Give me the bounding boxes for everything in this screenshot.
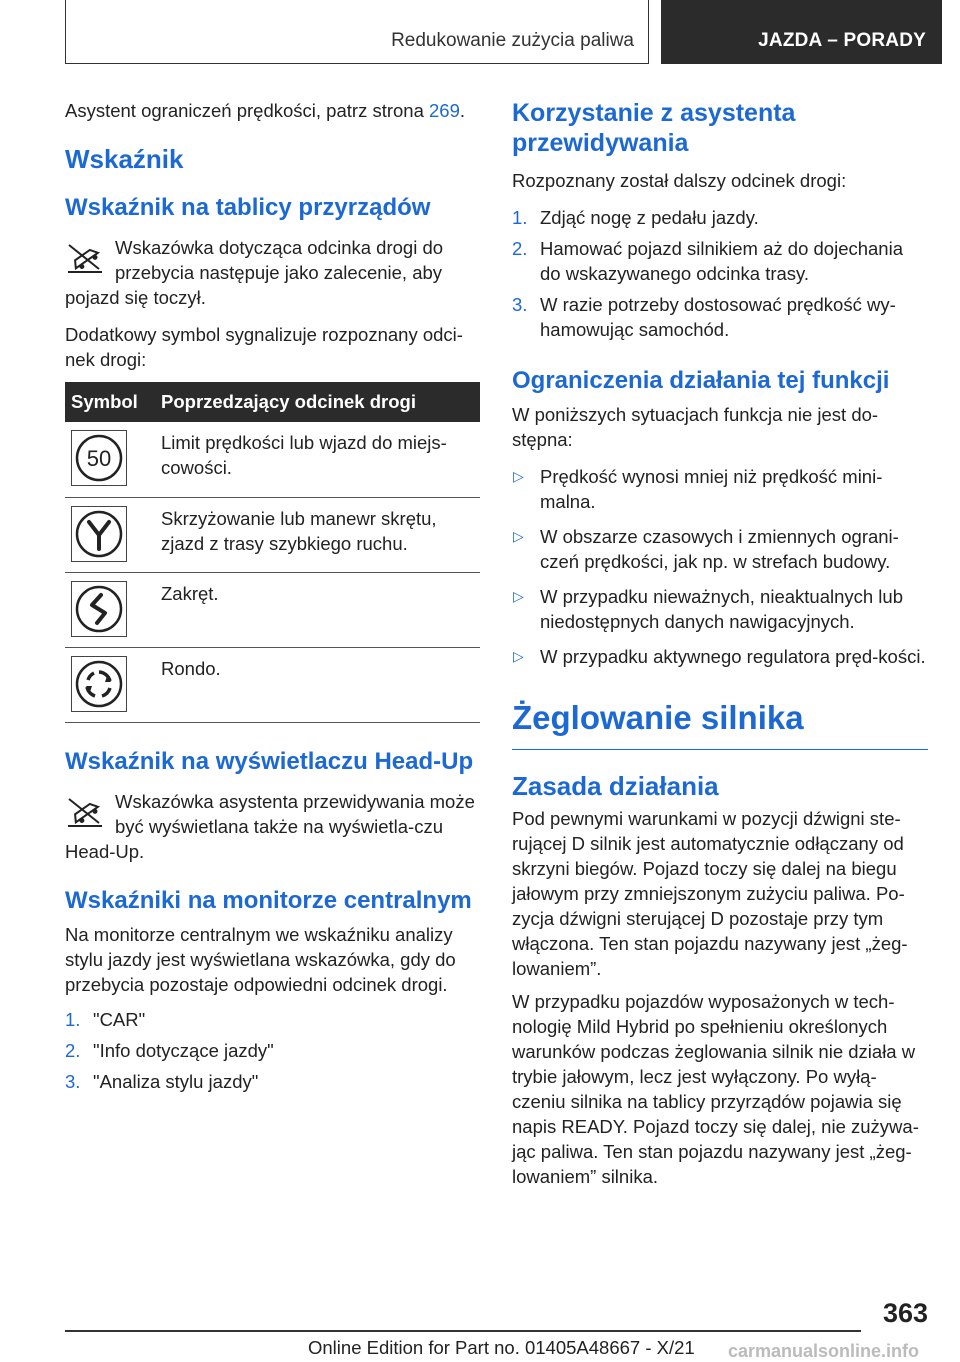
list-item: 1. Zdjąć nogę z pedału jazdy. (512, 207, 759, 228)
speed-limit-50-icon (71, 430, 127, 486)
heading-coasting: Żeglowanie silnika (512, 697, 928, 750)
triangle-bullet-icon: ▷ (513, 648, 524, 664)
table-row: Zakręt. (65, 572, 480, 647)
table-header-section: Poprzedzający odcinek drogi (155, 382, 480, 422)
heading-using-assistant: Korzystanie z asystenta przewidywania (512, 99, 796, 157)
header-chapter-title: JAZDA – PORADY (758, 30, 926, 51)
intro-paragraph: Asystent ograniczeń prędkości, patrz strona 269. (65, 100, 466, 121)
heading-head-up-display: Wskaźnik na wyświetlaczu Head-Up (65, 747, 474, 775)
triangle-bullet-icon: ▷ (513, 528, 524, 544)
using-assistant-steps (512, 205, 928, 342)
list-item: 2. Hamować pojazd silnikiem aż do dojechania do wskazywanego odcinka trasy. (512, 238, 903, 284)
heading-function-limits: Ograniczenia działania tej funkcji (512, 367, 890, 394)
triangle-bullet-icon: ▷ (513, 588, 524, 604)
function-limits-list (512, 464, 928, 669)
note-head-up-display: Wskazówka asystenta przewidywania może być wyświetlana także na wyświetla-czu Head-Up. (65, 790, 475, 862)
page-number: 363 (882, 1298, 928, 1328)
symbol-table (65, 382, 480, 723)
central-monitor-steps (65, 1007, 480, 1094)
table-header-symbol: Symbol (65, 382, 155, 422)
header-section-title: Redukowanie zużycia paliwa (391, 30, 634, 51)
heading-central-monitor: Wskaźniki na monitorze centralnym (65, 886, 472, 914)
list-item: ▷ W przypadku aktywnego regulatora pręd-kości. (513, 646, 926, 667)
roundabout-icon (71, 656, 127, 712)
list-item: 2. "Info dotyczące jazdy" (65, 1039, 274, 1061)
function-limits-paragraph: W poniższych sytuacjach funkcja nie jest do-stępna: (512, 404, 879, 450)
right-column (512, 98, 928, 1189)
footer-edition: Online Edition for Part no. 01405A48667 - X/21 (308, 1337, 695, 1358)
watermark: carmanualsonline.info (728, 1341, 920, 1361)
table-row: Rondo. (65, 647, 480, 722)
extra-symbol-paragraph: Dodatkowy symbol sygnalizuje rozpoznany odci-nek drogi: (65, 324, 463, 370)
using-assistant-paragraph: Rozpoznany został dalszy odcinek drogi: (512, 170, 847, 191)
triangle-bullet-icon: ▷ (513, 468, 524, 484)
table-row: Skrzyżowanie lub manewr skrętu, zjazd z trasy szybkiego ruchu. (65, 497, 480, 572)
table-row: 50 Limit prędkości lub wjazd do miejs-cowości. (65, 422, 480, 497)
intersection-icon (71, 506, 127, 562)
footer-divider (65, 1330, 861, 1332)
list-item: 3. W razie potrzeby dostosować prędkość wy-hamowując samochód. (512, 294, 896, 340)
list-item: 3. "Analiza stylu jazdy" (65, 1070, 259, 1092)
heading-principle: Zasada działania (512, 771, 719, 801)
principle-paragraph-2: W przypadku pojazdów wyposażonych w tech-nologię Mild Hybrid po spełnieniu określonych warunków podczas żeglowania silnik nie działa w trybie jałowym, lecz jest wyłączony. Po wyłą-czeniu silnika na tablicy przyrządów pojawia się napis READY. Pojazd toczy się dalej, nie zużywa-jąc paliwa. Ten stan pojazdu nazywany jest „żeg-lowaniem” silnika. (512, 991, 919, 1187)
note-instrument-cluster: Wskazówka dotycząca odcinka drogi do przebycia następuje jako zalecenie, aby pojazd się toczył. (65, 237, 444, 308)
coasting-car-icon (65, 793, 105, 829)
heading-indicator: Wskaźnik (65, 144, 184, 174)
left-column (65, 98, 480, 1094)
list-item: ▷ W przypadku nieważnych, nieaktualnych lub niedostępnych danych nawigacyjnych. (513, 586, 903, 632)
header-chapter-box (661, 0, 942, 64)
list-item: ▷ W obszarze czasowych i zmiennych ograni-czeń prędkości, jak np. w strefach budowy. (513, 526, 899, 572)
list-item: ▷ Prędkość wynosi mniej niż prędkość mini-malna. (513, 466, 883, 512)
svg-text:50: 50 (86, 446, 112, 471)
page-link-269[interactable]: 269 (429, 100, 460, 121)
list-item: 1. "CAR" (65, 1008, 146, 1030)
header-section-box (65, 0, 649, 64)
principle-paragraph-1: Pod pewnymi warunkami w pozycji dźwigni ste-rującej D silnik jest automatycznie odłączany od skrzyni biegów. Pojazd toczy się dalej na biegu jałowym przy zmniejszonym zużyciu paliwa. Po-zycja dźwigni sterującej D pozostaje przy tym włączona. Ten stan pojazdu nazywany jest „żeg-lowaniem”. (512, 808, 908, 979)
heading-instrument-cluster: Wskaźnik na tablicy przyrządów (65, 194, 431, 221)
central-monitor-paragraph: Na monitorze centralnym we wskaźniku analizy stylu jazdy jest wyświetlana wskazówka, gdy do przebycia pozostaje odpowiedni odcinek drogi. (65, 923, 456, 995)
curve-icon (71, 581, 127, 637)
coasting-car-icon (65, 239, 105, 275)
